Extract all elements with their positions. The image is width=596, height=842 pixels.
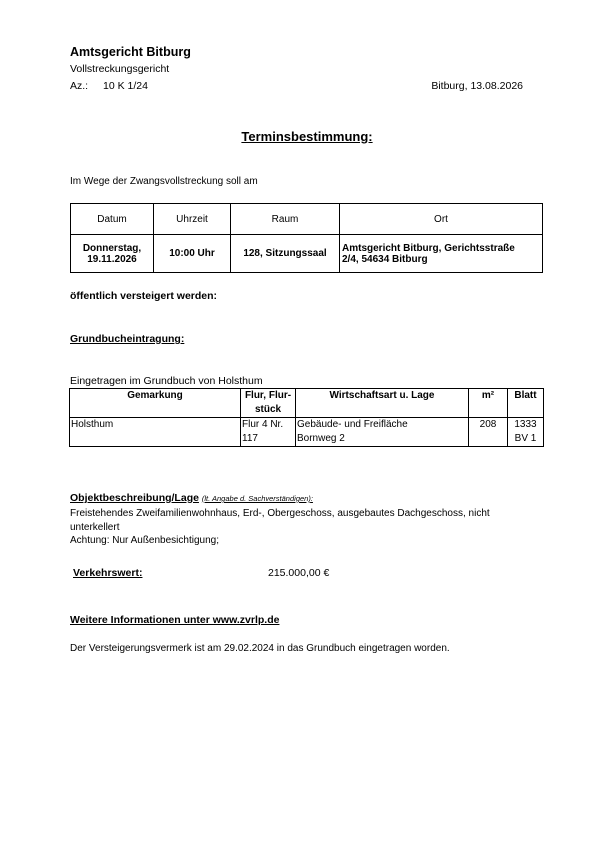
objekt-hint: Achtung: Nur Außenbesichtigung;	[70, 535, 219, 546]
case-number: 10 K 1/24	[103, 80, 148, 92]
grundbuch-table-row	[70, 418, 544, 447]
objekt-heading	[70, 492, 313, 504]
header-gemarkung: Gemarkung	[70, 389, 241, 418]
info-link-text: Weitere Informationen unter www.zvrlp.de	[70, 614, 280, 626]
header-uhrzeit: Uhrzeit	[154, 204, 231, 235]
court-name: Amtsgericht Bitburg	[70, 45, 191, 59]
grundbuch-table	[69, 388, 544, 447]
cell-ort	[340, 235, 543, 273]
objekt-heading-colon: :	[310, 494, 313, 503]
ort-line-2: 2/4, 54634 Bitburg	[342, 253, 428, 265]
flur-line-2: 117	[242, 433, 258, 444]
header-blatt: Blatt	[508, 389, 544, 418]
intro-text: Im Wege der Zwangsvollstreckung soll am	[70, 176, 258, 187]
document-title: Terminsbestimmung:	[241, 129, 373, 144]
cell-wirtschaftsart	[296, 418, 469, 447]
cell-datum	[71, 235, 154, 273]
blatt-line-1: 1333	[514, 419, 537, 430]
header-flur	[241, 389, 296, 418]
header-qm: m²	[469, 389, 508, 418]
datum-weekday: Donnerstag,	[82, 242, 142, 254]
header-raum: Raum	[231, 204, 340, 235]
cell-gemarkung: Holsthum	[70, 418, 241, 447]
cell-flur	[241, 418, 296, 447]
objekt-description: Freistehendes Zweifamilienwohnhaus, Erd-, Obergeschoss, ausgebautes Dachgeschoss, nicht unterkellert	[70, 508, 490, 533]
verkehrswert-value: 215.000,00 €	[268, 567, 330, 579]
termin-table-row	[71, 235, 543, 273]
verkehrswert-label: Verkehrswert:	[73, 567, 143, 579]
header-flur-line-1: Flur, Flur-	[244, 390, 292, 401]
objekt-heading-note: (lt. Angabe d. Sachverständigen)	[201, 494, 311, 503]
header-ort: Ort	[340, 204, 543, 235]
vermerk-text: Der Versteigerungsvermerk ist am 29.02.2024 in das Grundbuch eingetragen worden.	[70, 643, 450, 654]
wirtschaftsart-line-2: Bornweg 2	[297, 433, 345, 444]
blatt-line-2: BV 1	[514, 433, 537, 444]
grundbuch-intro: Eingetragen im Grundbuch von Holsthum	[70, 375, 263, 387]
cell-blatt	[508, 418, 544, 447]
court-division: Vollstreckungsgericht	[70, 63, 170, 75]
cell-qm: 208	[469, 418, 508, 447]
grundbuch-heading: Grundbucheintragung:	[70, 333, 185, 345]
termin-table-header	[71, 204, 543, 235]
grundbuch-table-header	[70, 389, 544, 418]
flur-line-1: Flur 4 Nr.	[242, 419, 284, 430]
ort-line-1: Amtsgericht Bitburg, Gerichtsstraße	[342, 242, 515, 254]
case-number-label: Az.:	[70, 80, 89, 92]
header-flur-line-2: stück	[254, 404, 282, 415]
place-date: Bitburg, 13.08.2026	[431, 80, 523, 92]
cell-uhrzeit: 10:00 Uhr	[154, 235, 231, 273]
auction-statement: öffentlich versteigert werden:	[70, 290, 218, 302]
wirtschaftsart-line-1: Gebäude- und Freifläche	[297, 419, 408, 430]
termin-table	[70, 203, 543, 273]
cell-raum: 128, Sitzungssaal	[231, 235, 340, 273]
objekt-heading-title: Objektbeschreibung/Lage	[70, 492, 199, 504]
datum-date: 19.11.2026	[87, 253, 137, 265]
header-wirtschaftsart: Wirtschaftsart u. Lage	[296, 389, 469, 418]
header-datum: Datum	[71, 204, 154, 235]
